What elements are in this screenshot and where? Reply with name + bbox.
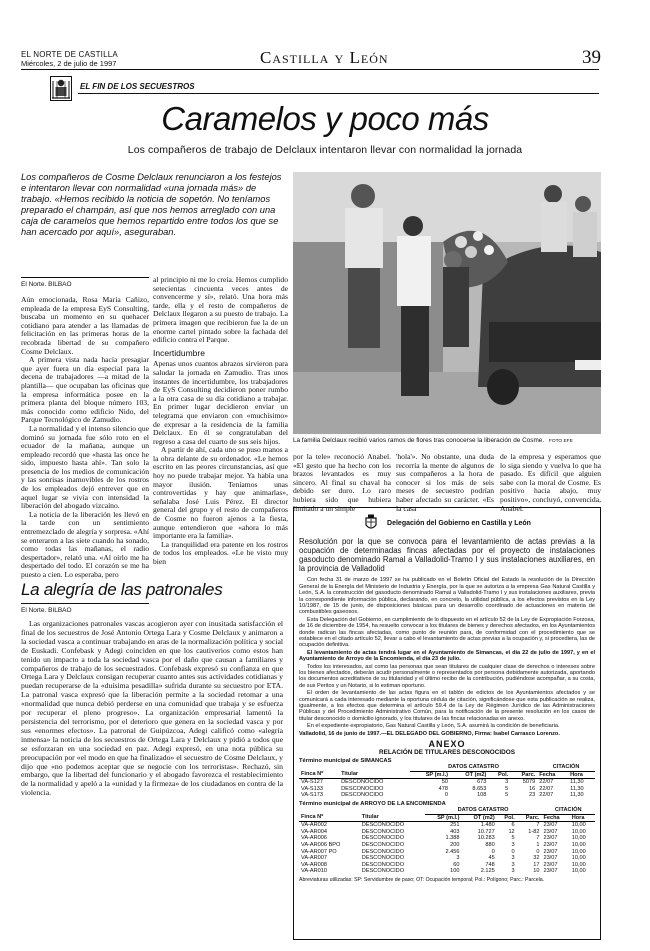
table-cell: VA-AR006 BPO	[301, 842, 341, 849]
table-cell: 11,30	[570, 779, 584, 786]
table-cell: 60	[453, 861, 460, 868]
table-cell: 11,30	[570, 792, 584, 799]
table-cell: 10.727	[477, 828, 495, 835]
table-cell: 1	[536, 842, 540, 849]
table-cell: 7	[536, 835, 540, 842]
anexo-column-header: Parc.	[517, 814, 542, 822]
table-cell: 3	[511, 842, 515, 849]
table-cell: 0	[536, 848, 540, 855]
table-cell: 8.653	[472, 785, 487, 792]
table-cell: 23/07	[543, 828, 558, 835]
notice-paragraph: El levantamiento de actas tendrá lugar en el Ayuntamiento de Simancas, el día 22 de julio de 1997, y en el Ayuntamiento de Arroyo de la Encomienda, el día 23 de julio.	[299, 649, 595, 663]
table-cell: 10,00	[571, 861, 586, 868]
official-notice-box	[293, 507, 601, 940]
table-cell: DESCONOCIDO	[341, 792, 384, 799]
anexo-column-header: Finca Nº	[299, 771, 339, 779]
table-cell: 5079	[522, 779, 536, 786]
anexo-column-header: OT (m2)	[450, 771, 488, 779]
table-cell: 3	[511, 868, 515, 875]
table-cell: 50	[441, 779, 448, 786]
table-cell: 108	[477, 792, 487, 799]
table-cell: 3	[511, 855, 515, 862]
anexo-column-header: Pol.	[488, 771, 510, 779]
table-cell: 2.456	[445, 848, 460, 855]
table-cell: VA-S173	[301, 792, 323, 799]
table-cell: DESCONOCIDO	[361, 848, 405, 855]
table-cell: 100	[450, 868, 460, 875]
kicker-emblem-icon	[51, 77, 71, 100]
kicker-label: EL FIN DE LOS SECUESTROS	[80, 82, 195, 91]
table-cell: 0	[491, 848, 495, 855]
anexo-group-label: Término municipal de SIMANCAS	[299, 758, 392, 765]
table-row	[299, 835, 595, 842]
table-cell: 1-82	[528, 828, 540, 835]
table-cell: 880	[485, 842, 495, 849]
table-cell: 10,00	[571, 835, 586, 842]
main-body-col-4	[396, 452, 494, 513]
table-row	[299, 779, 595, 786]
table-row	[299, 855, 595, 862]
notice-title: Resolución por la que se convoca para el levantamiento de actas previas a la ocupación de determinadas fincas afectadas por el proyecto de instalaciones gasoducto denominado Ramal a Valladolid-Tramo I y sus instalaciones auxiliares, en la provincia de Valladolid	[299, 537, 595, 574]
anexo-header-row	[299, 771, 595, 779]
main-body-col-3	[293, 452, 391, 513]
table-cell: 23	[529, 792, 536, 799]
table-cell: VA-S133	[301, 785, 323, 792]
anexo-column-header: SP (m.l.)	[410, 771, 450, 779]
anexo-subtitle: RELACIÓN DE TITULARES DESCONOCIDOS	[379, 749, 515, 757]
table-cell: DESCONOCIDO	[361, 861, 405, 868]
table-row	[299, 849, 595, 856]
masthead-date: Miércoles, 2 de julio de 1997	[21, 59, 117, 68]
table-cell: 23/07	[543, 835, 558, 842]
page-number: 39	[582, 47, 601, 68]
anexo-group-header	[299, 764, 410, 771]
anexo-group-header-row	[299, 764, 595, 771]
table-cell: 10,00	[571, 822, 586, 829]
col2-paragraph: La tranquilidad era patente en los rostros de todos los empleados. «Le he visto muy bien	[153, 539, 288, 566]
table-cell: 10.283	[477, 835, 495, 842]
table-cell: 1.480	[480, 822, 495, 829]
anexo-column-header: Hora	[568, 771, 595, 779]
notice-paragraph: Esta Delegación del Gobierno, en cumplimiento de lo dispuesto en el artículo 52 de la Ley de Expropiación Forzosa, de 16 de diciembre de 1954, ha resuelto convocar a los titulares de bienes y derechos afectados, en los Ayuntamientos donde radican las fincas afectadas, como punto de reunión para, de conformidad con el procedimiento que se establece en el citado artículo 52, llevar a cabo el levantamiento de actas previas a la ocupación y, si procediera, las de ocupación definitiva.	[299, 616, 595, 649]
second-paragraph: Las organizaciones patronales vascas acogieron ayer con inusitada satisfacción el final de los secuestros de José Antonio Ortega Lara y Cosme Delclaux y animaron a la sociedad vasca a continuar trabajando en aras de la normalización política y social de Euskadi. Confebask y Adegi coinciden en que los cautiverios como estos han tenido un impacto a toda la sociedad vasca por el daño que causan a familiares y compañeros de trabajo de los secuestrados. Confebask expresó su confianza en que Ortega Lara y Delclaux consigan recuperar cuanto antes sus actividades cotidianas y puedan recuperarse de la «duísima pesadilla» sufrida durante su secuestro por ETA. La patronal vasca expresó que la liberación permite a la sociedad retomar a una «normalidad que nunca debió perderse en una comunidad que trabaja y se esfuerza por recuperar el pleno progreso». La organización empresarial lamentó la persistencia del terrorismo, por el deterioro que genera en la sociedad vasca y por sus «enormes efectos». La patronal de Guipúzcoa, Adegi calificó como «alegría inmensa» la noticia de los secuestros de Ortega Lara y Delclaux y pidió a todos que se esforzaran en una sociedad en paz. Adegi expresó, en una nota pública su preocupación por «el modo en que ha finalizado» el secuestro de Cosme Delclaux, y dijo que «no podemos aceptar que se negocie con los terroristas». Rechazó, sin embargo, que la libertad del funcionario y el abogado favorezca el restablecimiento de la normalidad y apeló a la «unidad y la firmeza» de los ciudadanos en contra de la violencia.	[21, 619, 283, 798]
table-cell: 1.388	[445, 835, 460, 842]
notice-paragraph: Todos los interesados, así como las personas que sean titulares de cualquier clase de derechos o intereses sobre los bienes afectados, deberán acudir personalmente o representados por persona debidamente autorizada, aportando los documentos acreditativos de su titularidad y el último recibo de la contribución, pudiéndose acompañar, a su costa, de sus Peritos y un Notario, si lo estiman oportuno.	[299, 663, 595, 689]
col3-paragraph: por la tele» reconoció Anabel. «El gesto que ha hecho con los brazos levantados es muy sincero. Al final su chaval ha debido ser duro. Lo raro hubiera sido que hubiera limitado a un simple	[293, 452, 391, 513]
table-cell: 2.125	[480, 868, 495, 875]
table-cell: 673	[477, 779, 487, 786]
table-cell: VA-S127	[301, 779, 323, 786]
main-body-col-1	[21, 295, 149, 579]
table-row	[299, 862, 595, 869]
table-cell: 5	[505, 785, 509, 792]
table-row	[299, 792, 595, 799]
notice-paragraph: Con fecha 31 de marzo de 1997 se ha publicado en el Boletín Oficial del Estado la resolución de la Dirección General de la Energía del Ministerio de Industria y Energía, por la que se autoriza a la empresa Gas Natural Castilla y León, S.A. la construcción del gasoducto denominado Ramal a Valladolid-Tramo I y sus instalaciones auxiliares, previa la correspondiente información pública, declarando, en concreto, la utilidad pública, a los efectos previstos en la Ley 10/1987, de 15 de junio, de disposiciones básicas para un desarrollo coordinado de actuaciones en materia de combustibles gaseosos.	[299, 577, 595, 616]
col1-paragraph: La normalidad y el intenso silencio que dominó su jornada fue sólo roto en el ecuador de la mañana, aunque un empleado recordó que «hasta las once he sido, impuesto hasta ahí». Tan solo la presencia de los medios de comunicación y las sonrisas inamovibles de los rostros de los empleados dejó entrever que en aquel lugar se vivía con intensidad la liberación del abogado vizcaíno.	[21, 423, 149, 511]
anexo-column-header: Hora	[570, 814, 595, 822]
table-cell: 748	[485, 861, 495, 868]
main-body-col-5	[500, 452, 601, 513]
anexo-column-header: Titular	[339, 771, 410, 779]
news-photo	[293, 172, 601, 434]
caption-credit: FOTO EFE	[548, 439, 573, 444]
table-cell: 11,30	[570, 785, 584, 792]
col1-paragraph: La noticia de la liberación les llevó en la tarde con un sentimiento entremezclado de alegría y sorpresa. «Ahí se enteraron a las siete cuando ha sonado, como todas las mañanas, el radio despertador», relató una. «Al oírlo me ha despertado del todo. El corazón se me ha puesto a cien. Lo esperaba, pero	[21, 509, 149, 579]
second-rule	[21, 603, 149, 604]
table-cell: 7	[536, 822, 540, 829]
anexo-group-label: Término municipal de ARROYO DE LA ENCOMIENDA	[299, 801, 446, 808]
table-row	[299, 829, 595, 836]
anexo-column-header: OT (m2)	[461, 814, 496, 822]
notice-paragraph: El orden de levantamiento de las actas figura en el tablón de edictos de los Ayuntamientos afectados y se comunicará a cada interesado mediante la oportuna cédula de citación, significándose que esta publicación se realiza, igualmente, a los efectos que determina el artículo 59.4 de la Ley de Régimen Jurídico de las Administraciones Públicas y del Procedimiento Administrativo Común, para la notificación de la presente resolución en los casos de titular desconocido o domicilio ignorado, y los titulares de las fincas relacionadas en anexo.	[299, 690, 595, 722]
col4-paragraph: 'hola'». No obstante, una duda recorría la mente de algunos de sus compañeros a la hora de conocer si los más de seis meses de secuestro podrían haber afectado su carácter. «Es la casa	[396, 452, 494, 513]
kicker-rule	[78, 93, 599, 94]
kicker-logo	[50, 76, 72, 101]
masthead-rule	[21, 69, 599, 70]
anexo-header-row	[299, 814, 595, 822]
notice-signoff: Valladolid, 16 de junio de 1997.—EL DELEGADO DEL GOBIERNO, Firma: Isabel Carrasco Lorenzo.	[299, 730, 560, 737]
table-cell: 3	[456, 855, 460, 862]
anexo-column-header: SP (m.l.)	[425, 814, 462, 822]
table-cell: VA-AR006	[301, 835, 328, 842]
table-cell: 32	[533, 855, 540, 862]
anexo-table	[299, 807, 595, 875]
table-cell: 12	[508, 828, 515, 835]
table-cell: 0	[444, 792, 448, 799]
table-row	[299, 842, 595, 849]
table-cell: 22/07	[539, 779, 554, 786]
table-cell: 403	[450, 828, 460, 835]
anexo-column-header: Fecha	[541, 814, 569, 822]
main-subheadline: Los compañeros de trabajo de Delclaux intentaron llevar con normalidad la jornada	[127, 144, 523, 156]
table-cell: DESCONOCIDO	[361, 842, 405, 849]
anexo-column-header: Pol.	[497, 814, 517, 822]
table-cell: 0	[511, 848, 515, 855]
table-cell: 10,00	[571, 855, 586, 862]
table-cell: VA-AR004	[301, 828, 328, 835]
table-cell: 45	[488, 855, 495, 862]
table-cell: 5	[505, 792, 509, 799]
table-cell: 16	[529, 785, 536, 792]
section-title: Castilla y León	[260, 48, 389, 67]
table-cell: 23/07	[543, 868, 558, 875]
anexo-group-header: CITACIÓN	[537, 764, 595, 771]
anexo-table	[299, 764, 595, 799]
table-cell: VA-AR010	[301, 868, 328, 875]
anexo-group-header: DATOS CATASTRO	[425, 807, 542, 814]
anexo-column-header: Titular	[360, 814, 425, 822]
table-cell: DESCONOCIDO	[361, 868, 405, 875]
anexo-title: ANEXO	[428, 739, 466, 750]
second-body	[21, 620, 283, 940]
notice-body	[299, 577, 595, 737]
lead-rule	[21, 277, 149, 278]
table-cell: DESCONOCIDO	[361, 828, 405, 835]
crosshead: Incertidumbre	[153, 347, 205, 358]
notice-crest-row	[299, 514, 595, 532]
table-cell: 10,00	[571, 828, 586, 835]
table-cell: 5	[511, 835, 515, 842]
table-cell: DESCONOCIDO	[361, 855, 405, 862]
photo-caption	[293, 437, 601, 445]
anexo-column-header: Finca Nº	[299, 814, 360, 822]
main-body-col-2	[153, 276, 288, 564]
second-headline: La alegría de las patronales	[21, 580, 223, 599]
photo-scene-image	[293, 172, 601, 434]
table-cell: 10,00	[571, 848, 586, 855]
col2-paragraph: Apenas unos cuantos abrazos sirvieron para saludar la jornada en Zamudio. Tras unos instantes de incertidumbre, los trabajadores de EyS Consulting decidieron poner rumbo a la otra casa de su día cotidiano a trabajar. En primer lugar decidieron enviar un telegrama que enviaron con «muchísimo» de expresar a la residencia de la familia Delclaux. En él se congratulaban del regreso a casa del cuarto de sus seis hijos.	[153, 359, 288, 446]
table-cell: 251	[450, 822, 460, 829]
anexo-tables	[299, 758, 595, 875]
anexo-group-header: DATOS CATASTRO	[410, 764, 537, 771]
table-cell: 3	[505, 779, 509, 786]
notice-paragraph: En el expediente expropiatorio, Gas Natural Castilla y León, S.A. asumirá la condición de beneficiaria.	[307, 723, 560, 730]
main-byline: El Norte. BILBAO	[21, 281, 72, 288]
table-row	[299, 786, 595, 793]
anexo-group-header: CITACIÓN	[541, 807, 595, 814]
col2-paragraph: A partir de ahí, cada uno se puso manos a la obra delante de su ordenador. «Le hemos escrito en las peores circunstancias, así que hoy no puede trabajar mejor. Ya había una mayor ilusión. Teníamos unas controvertidas y hay que animarlas», señalaba José Luis Pérez. El director general del grupo y el resto de compañeros de Cosme no fueron ajenos a la fiesta, aunque entendieron que «ahora lo más importante era la familia».	[153, 445, 288, 541]
table-cell: 23/07	[543, 822, 558, 829]
table-row	[299, 868, 595, 875]
anexo-footnote: Abreviaturas utilizadas: SP: Servidumbre de paso; OT: Ocupación temporal; Pol.: Polígono; Parc.: Parcela.	[299, 876, 545, 883]
col5-paragraph: de la empresa y esperamos que lo siga siendo y vuelva lo que ha pasado. Es difícil que alguien sabe con la moral de Cosme. Es positivo hacia abajo, muy positivo», concluyó, convencida, Anabel.	[500, 452, 601, 513]
table-cell: 23/07	[543, 861, 558, 868]
table-cell: 6	[511, 822, 515, 829]
table-cell: VA-AR008	[301, 861, 328, 868]
table-cell: DESCONOCIDO	[341, 785, 384, 792]
col1-paragraph: Aún emocionada, Rosa María Cañizo, empleada de la empresa EyS Consulting, buscaba un momento en su quehacer cotidiano para atender a las llamadas de felicitación en las primeras horas de la recobrada libertad de su compañero Cosme Delclaux.	[21, 295, 149, 356]
table-cell: VA-AR002	[301, 822, 328, 829]
table-cell: 22/07	[539, 785, 554, 792]
table-cell: VA-AR007 PO	[301, 848, 337, 855]
anexo-group-header	[299, 807, 425, 814]
anexo-group-header-row	[299, 807, 595, 814]
table-cell: DESCONOCIDO	[361, 822, 405, 829]
table-cell: DESCONOCIDO	[341, 779, 384, 786]
table-cell: 10,00	[571, 868, 586, 875]
main-headline: Caramelos y poco más	[161, 100, 489, 137]
table-cell: 10	[533, 868, 540, 875]
table-cell: 10,00	[571, 842, 586, 849]
table-cell: VA-AR007	[301, 855, 328, 862]
table-cell: 478	[438, 785, 448, 792]
main-lead: Los compañeros de Cosme Delclaux renunciaron a los festejos e intentaron llevar con normalidad «una jornada más» de trabajo. «Hemos recibido la noticia de sopetón. No teníamos preparado el champán, así que nos hemos arreglado con una caja de caramelos que hemos repartido entre todos los que se han acercado por aquí», aseguraban.	[21, 172, 282, 237]
table-cell: 3	[511, 861, 515, 868]
notice-header: Delegación del Gobierno en Castilla y León	[387, 519, 531, 527]
table-cell: 23/07	[543, 855, 558, 862]
second-byline: El Norte. BILBAO	[21, 607, 72, 614]
col2-paragraph: al principio ni me lo creía. Hemos cumplido setecientas cincuenta veces antes de convencerme y sí», relató. Una hora más tarde, ella y el resto de compañeros de Delclaux llegaron a su puesto de trabajo. La primera imagen que recibieron fue la de un enorme cartel pintado sobre la fachada del edificio contra el Parque.	[153, 275, 288, 345]
government-crest-icon	[363, 514, 379, 532]
masthead-paper-name: EL NORTE DE CASTILLA	[21, 50, 118, 59]
table-cell: 23/07	[543, 848, 558, 855]
table-cell: 17	[533, 861, 540, 868]
table-cell: 22/07	[539, 792, 554, 799]
table-row	[299, 822, 595, 829]
caption-text: La familia Delclaux recibió varios ramos de flores tras conocerse la liberación de Cosme.	[293, 437, 545, 444]
table-cell: DESCONOCIDO	[361, 835, 405, 842]
table-cell: 200	[450, 842, 460, 849]
anexo-column-header: Parc.	[510, 771, 537, 779]
anexo-column-header: Fecha	[537, 771, 568, 779]
table-cell: 23/07	[543, 842, 558, 849]
col1-paragraph: A primera vista nada hacía presagiar que ayer fuera un día especial para la decena de trabajadores —a mitad de la plantilla— que ocupaban las oficinas que la empresa informática posee en la primera planta del bloque número 103, más conocido como edificio Nido, del Parque Tecnológico de Zamudio.	[21, 355, 149, 425]
